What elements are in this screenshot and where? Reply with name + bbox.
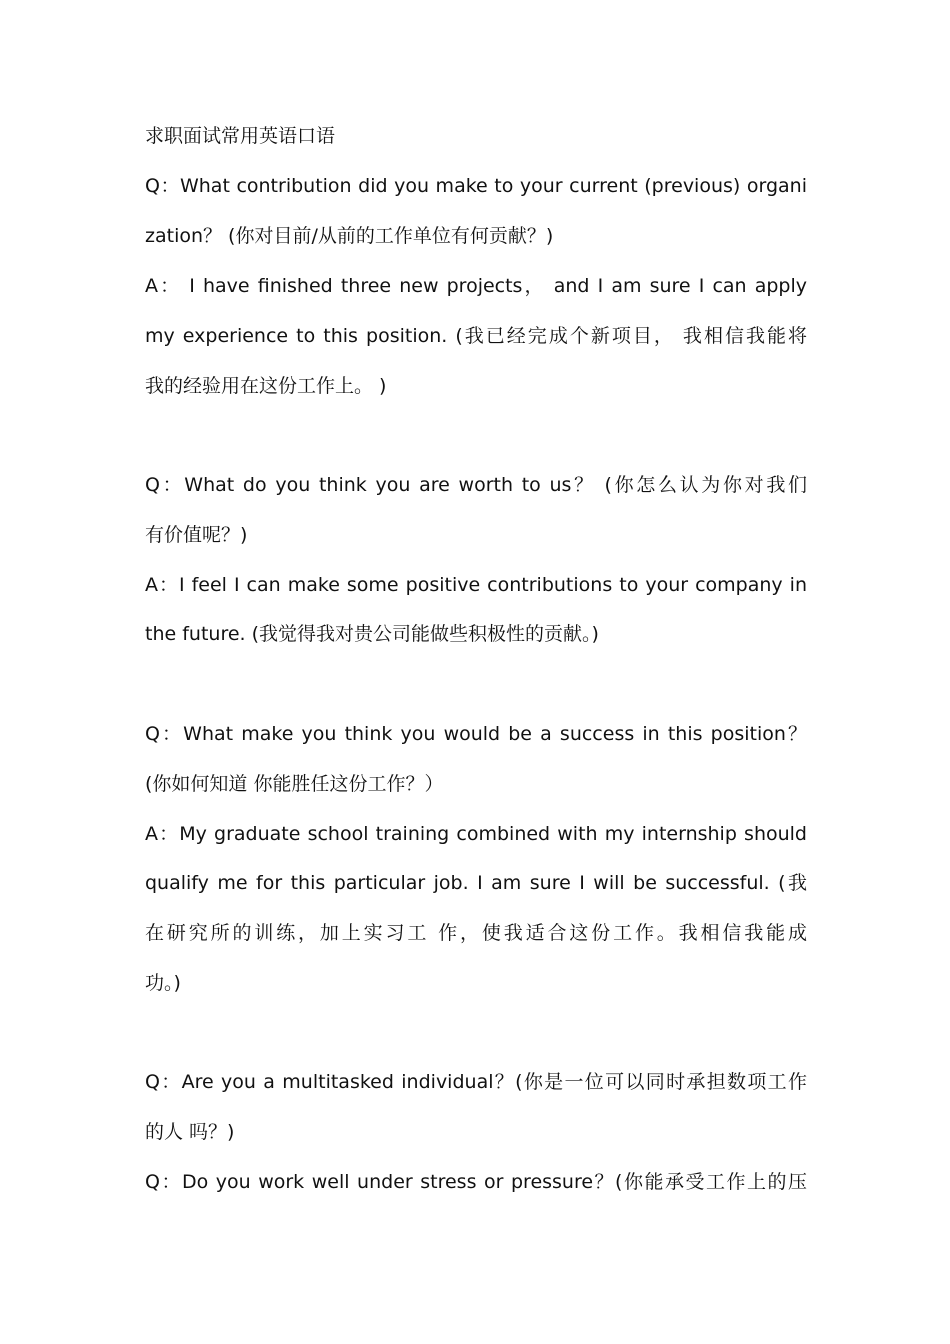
text-line: zation？ (你对目前/从前的工作单位有何贡献？)	[145, 225, 554, 247]
text-line: the future. (我觉得我对贵公司能做些积极性的贡献。)	[145, 623, 599, 645]
text-line: my experience to this position. (我已经完成个新项目， 我相信我能将	[145, 325, 807, 347]
text-line: 有价值呢？)	[145, 524, 248, 546]
text-line: 在研究所的训练，加上实习工 作，使我适合这份工作。我相信我能成	[145, 922, 807, 944]
text-line: qualify me for this particular job. I am sure I will be successful. (我	[145, 872, 807, 894]
text-line: 的人 吗？)	[145, 1121, 235, 1143]
text-line: A：I feel I can make some positive contributions to your company in	[145, 574, 807, 596]
text-line: Q：Do you work well under stress or pressure？(你能承受工作上的压	[145, 1171, 807, 1193]
document-title: 求职面试常用英语口语	[145, 125, 336, 147]
text-line: Q：Are you a multitasked individual？(你是一位可以同时承担数项工作	[145, 1071, 807, 1093]
text-line: 功。)	[145, 972, 181, 994]
text-line: Q：What do you think you are worth to us？ (你怎么认为你对我们	[145, 474, 807, 496]
text-line: Q：What make you think you would be a success in this position？	[145, 723, 807, 745]
text-line: A：My graduate school training combined with my internship should	[145, 823, 807, 845]
text-line: Q：What contribution did you make to your current (previous) organi	[145, 175, 807, 197]
text-line: 我的经验用在这份工作上。 )	[145, 375, 387, 397]
text-line: (你如何知道 你能胜任这份工作？）	[145, 773, 444, 795]
text-line: A： I have finished three new projects， and I am sure I can apply	[145, 275, 807, 297]
